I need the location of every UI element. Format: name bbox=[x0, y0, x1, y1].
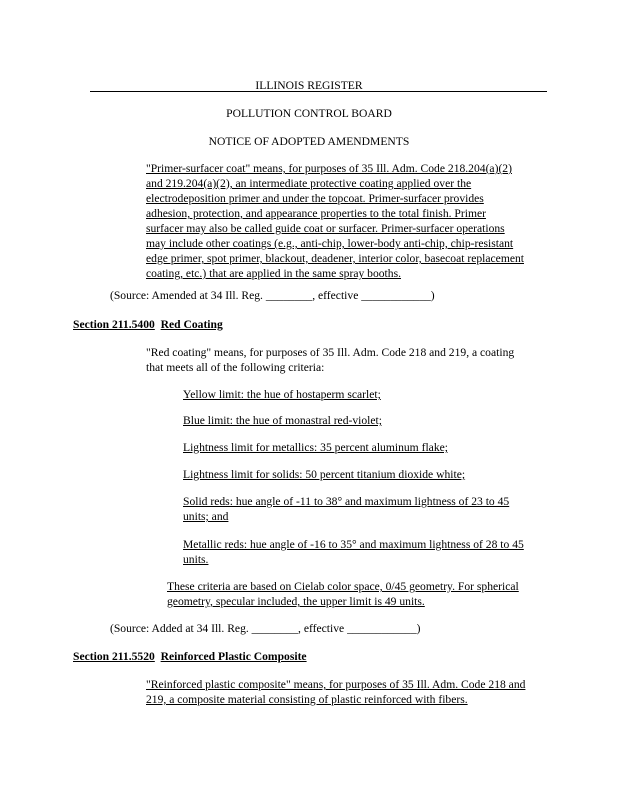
red-closing-line-2: geometry, specular included, the upper limit is 49 units. bbox=[167, 595, 425, 608]
rpc-line-1: "Reinforced plastic composite" means, for purposes of 35 Ill. Adm. Code 218 and bbox=[146, 678, 526, 691]
section-title: Reinforced Plastic Composite bbox=[160, 650, 307, 663]
notice-title: NOTICE OF ADOPTED AMENDMENTS bbox=[208, 135, 410, 148]
section-heading-reinforced-plastic bbox=[73, 650, 307, 664]
section-title: Red Coating bbox=[160, 318, 223, 331]
source-amended: (Source: Amended at 34 Ill. Reg. ________, effective ____________) bbox=[110, 289, 435, 302]
section-number: Section 211.5400 bbox=[73, 318, 155, 331]
red-closing-line-1: These criteria are based on Cielab color space, 0/45 geometry. For spherical bbox=[167, 580, 519, 593]
primer-line-2: and 219.204(a)(2), an intermediate protective coating applied over the bbox=[146, 177, 472, 190]
primer-line-6: may include other coatings (e.g., anti-chip, lower-body anti-chip, chip-resistant bbox=[146, 237, 514, 250]
red-criterion-lightness-metallics: Lightness limit for metallics: 35 percent aluminum flake; bbox=[183, 441, 448, 454]
red-criterion-metallic-reds-line-1: Metallic reds: hue angle of -16 to 35° and maximum lightness of 28 to 45 bbox=[183, 538, 524, 551]
primer-line-1: "Primer-surfacer coat" means, for purposes of 35 Ill. Adm. Code 218.204(a)(2) bbox=[146, 162, 512, 175]
source-added: (Source: Added at 34 Ill. Reg. ________, effective ____________) bbox=[110, 622, 421, 635]
red-intro-line-2: that meets all of the following criteria: bbox=[146, 361, 325, 374]
red-criterion-metallic-reds-line-2: units. bbox=[183, 553, 209, 566]
primer-line-3: electrodeposition primer and under the topcoat. Primer-surfacer provides bbox=[146, 192, 484, 205]
section-heading-red-coating bbox=[73, 318, 223, 332]
red-criterion-blue: Blue limit: the hue of monastral red-violet; bbox=[183, 414, 382, 427]
red-intro-line-1: "Red coating" means, for purposes of 35 Ill. Adm. Code 218 and 219, a coating bbox=[146, 346, 515, 359]
register-title: ILLINOIS REGISTER bbox=[255, 79, 363, 92]
red-criterion-lightness-solids: Lightness limit for solids: 50 percent titanium dioxide white; bbox=[183, 468, 466, 481]
board-title: POLLUTION CONTROL BOARD bbox=[226, 107, 392, 120]
red-criterion-solid-reds-line-2: units; and bbox=[183, 510, 229, 523]
primer-line-8: coating, etc.) that are applied in the same spray booths. bbox=[146, 267, 401, 280]
section-number: Section 211.5520 bbox=[73, 650, 155, 663]
red-criterion-yellow: Yellow limit: the hue of hostaperm scarlet; bbox=[183, 388, 381, 401]
red-criterion-solid-reds-line-1: Solid reds: hue angle of -11 to 38° and maximum lightness of 23 to 45 bbox=[183, 495, 510, 508]
primer-line-7: edge primer, spot primer, blackout, deadener, interior color, basecoat replacement bbox=[146, 252, 524, 265]
primer-line-4: adhesion, protection, and appearance properties to the total finish. Primer bbox=[146, 207, 486, 220]
rpc-line-2: 219, a composite material consisting of plastic reinforced with fibers. bbox=[146, 693, 468, 706]
primer-line-5: surfacer may also be called guide coat or surfacer. Primer-surfacer operations bbox=[146, 222, 505, 235]
